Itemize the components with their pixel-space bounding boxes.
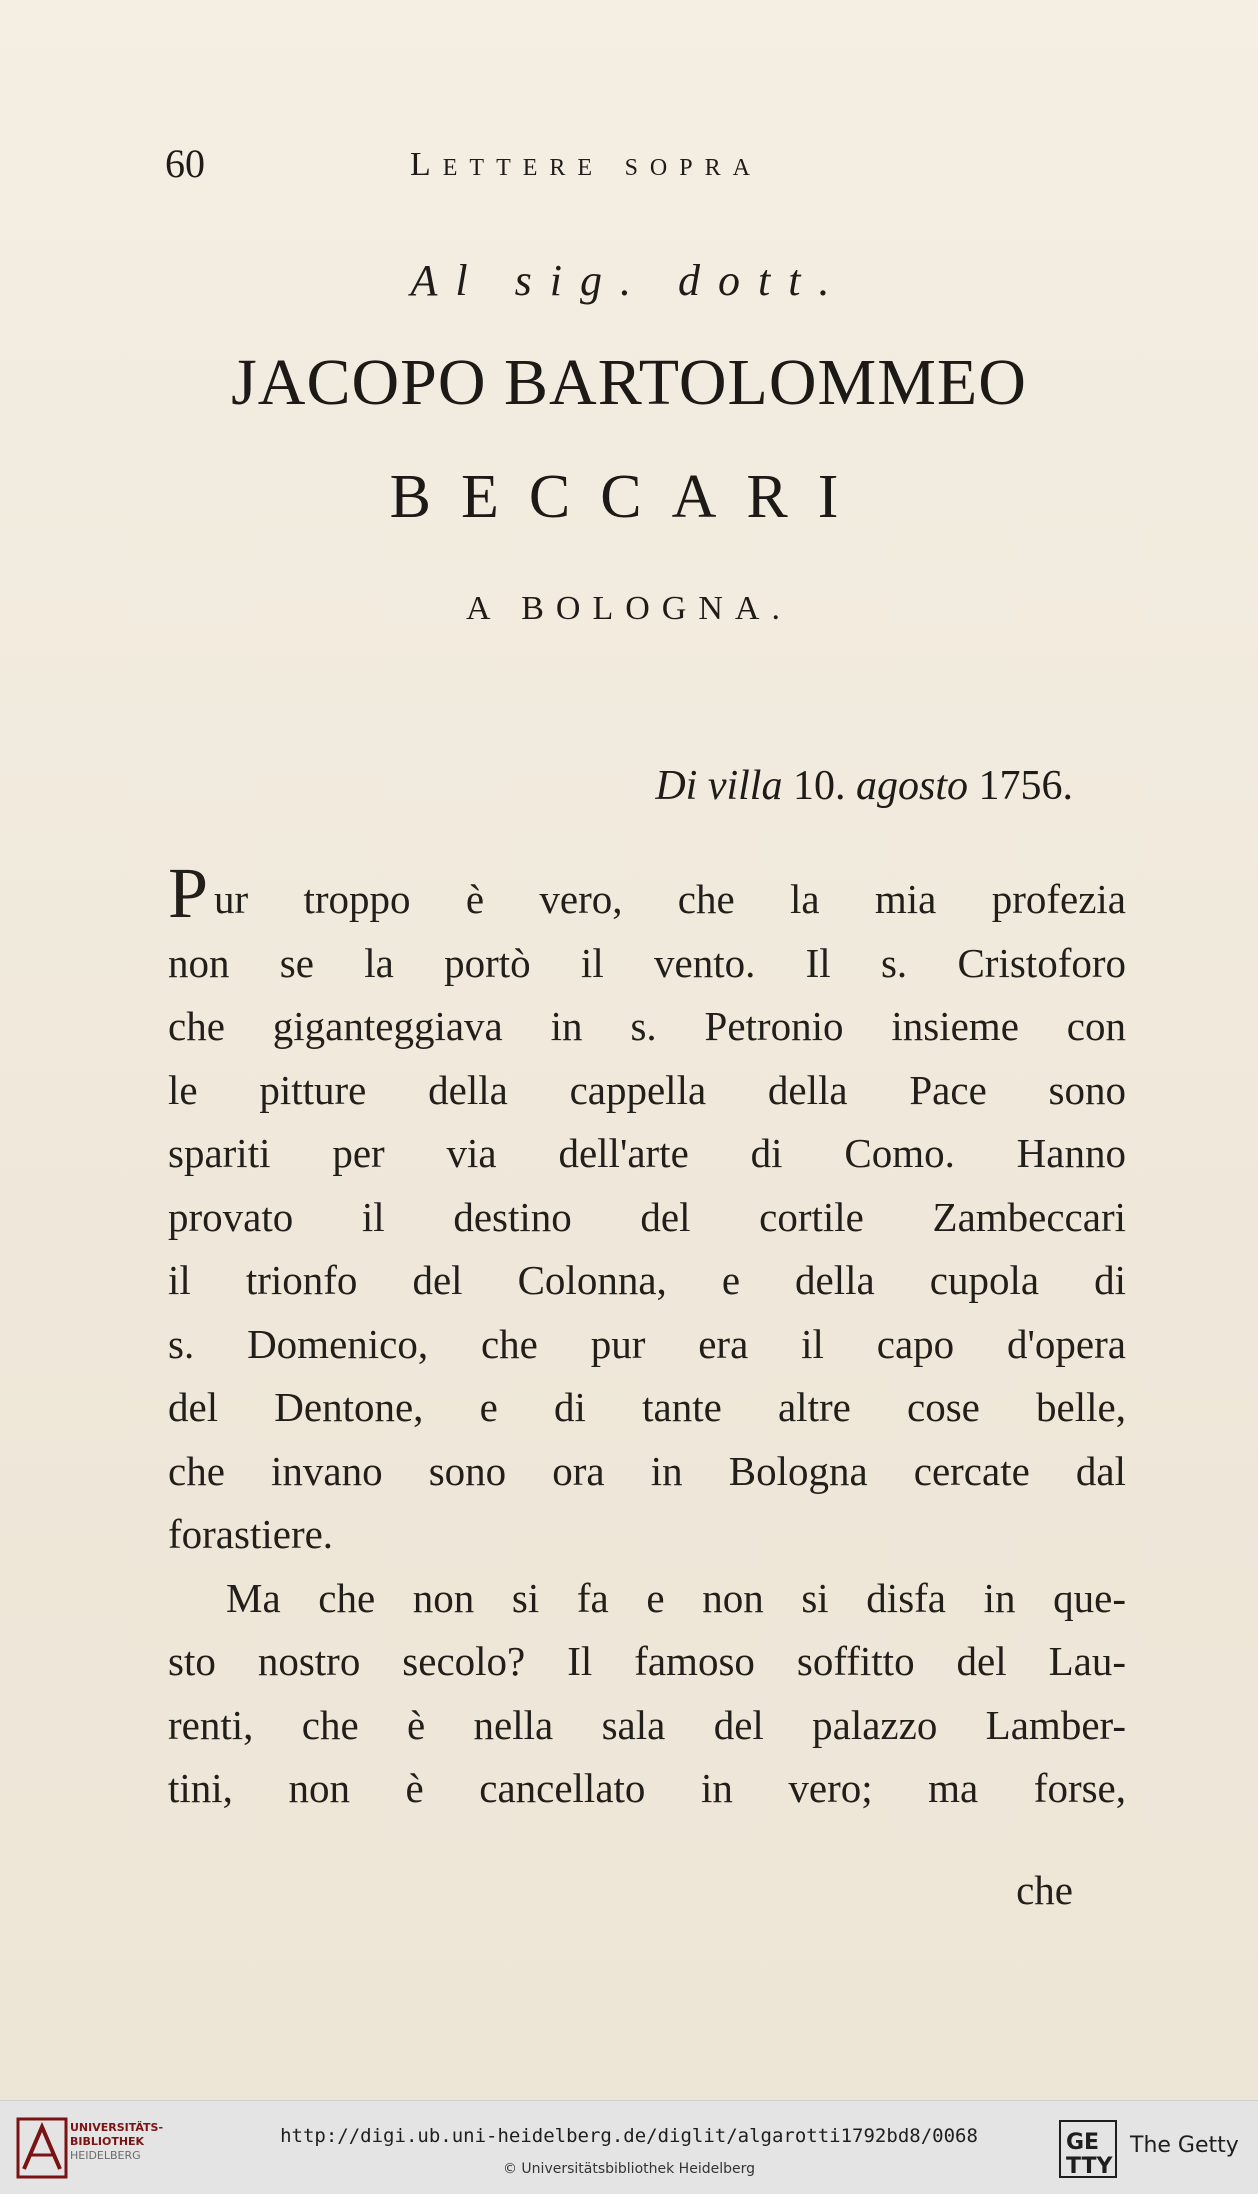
- body-line: forastiere.: [168, 1511, 334, 1557]
- letter-dateline: [655, 762, 1073, 810]
- library-name: UNIVERSITÄTS- BIBLIOTHEK HEIDELBERG: [70, 2121, 164, 2162]
- body-line: sto nostro secolo? Il famoso soffitto del Lau-: [168, 1638, 1126, 1684]
- body-line: del Dentone, e di tante altre cose belle,: [168, 1384, 1126, 1430]
- partner-name: The Getty: [1130, 2133, 1239, 2158]
- viewer-footer: [0, 2100, 1258, 2194]
- dateline-year: 1756.: [978, 763, 1073, 809]
- body-line: s. Domenico, che pur era il capo d'opera: [168, 1320, 1126, 1367]
- dateline-month: agosto: [855, 763, 968, 809]
- body-line: spariti per via dell'arte di Como. Hanno: [168, 1130, 1126, 1176]
- addressee-place: A BOLOGNA.: [466, 590, 792, 627]
- addressee-name: JACOPO BARTOLOMMEO: [231, 346, 1027, 419]
- permalink-url[interactable]: http://digi.ub.uni-heidelberg.de/diglit/algarotti1792bd8/0068: [280, 2125, 978, 2147]
- body-line: non se la portò il vento. Il s. Cristoforo: [168, 939, 1126, 986]
- letter-body: [168, 853, 1126, 1821]
- page-number: 60: [165, 141, 205, 186]
- getty-logo-icon: [1058, 2119, 1118, 2179]
- svg-text:GE: GE: [1066, 2130, 1100, 2155]
- body-line: provato il destino del cortile Zambeccari: [168, 1193, 1126, 1240]
- addressee-title: Al sig. dott.: [410, 256, 848, 305]
- body-line: che invano sono ora in Bologna cercate dal: [168, 1447, 1126, 1494]
- body-line: Ma che non si fa e non si disfa in que-: [226, 1574, 1126, 1621]
- running-head: [165, 140, 925, 200]
- copyright-notice: © Universitätsbibliothek Heidelberg: [502, 2161, 755, 2177]
- addressee-surname: BECCARI: [389, 463, 869, 531]
- catchword: che: [1016, 1867, 1073, 1913]
- body-line: le pitture della cappella della Pace sono: [168, 1066, 1126, 1113]
- body-line: tini, non è cancellato in vero; ma forse,: [168, 1765, 1126, 1811]
- running-title: Lettere sopra: [410, 146, 762, 183]
- dateline-day: 10.: [792, 763, 846, 809]
- body-line: renti, che è nella sala del palazzo Lamber-: [168, 1701, 1126, 1748]
- body-line: che giganteggiava in s. Petronio insieme con: [168, 1003, 1126, 1049]
- drop-cap: P: [168, 853, 209, 933]
- body-line: Pur troppo è vero, che la mia profezia: [168, 853, 1126, 933]
- dateline-place: Di villa: [655, 763, 783, 809]
- svg-text:TTY: TTY: [1066, 2154, 1113, 2179]
- body-line: il trionfo del Colonna, e della cupola di: [168, 1257, 1126, 1303]
